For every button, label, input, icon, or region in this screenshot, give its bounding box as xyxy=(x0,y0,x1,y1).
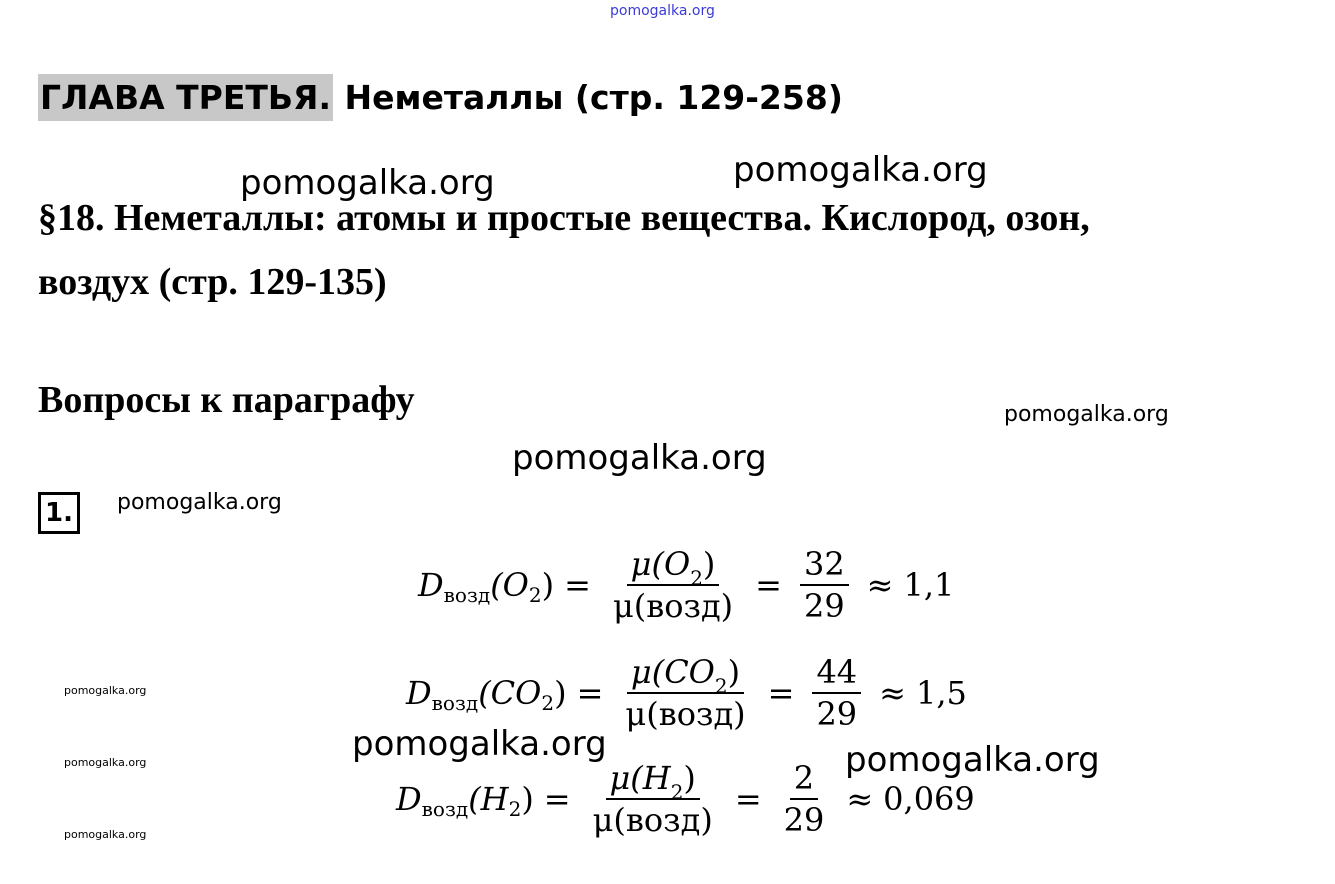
fraction-numerator: 44 xyxy=(812,656,861,694)
watermark: pomogalka.org xyxy=(845,740,1100,780)
fraction xyxy=(621,653,749,733)
eq-arg: (H xyxy=(468,780,509,818)
equation-o2 xyxy=(418,545,955,625)
eq-arg-end: ) xyxy=(554,674,567,712)
eq-arg-subscript: 2 xyxy=(541,691,555,715)
eq-arg: (CO xyxy=(478,674,542,712)
chapter-title: Неметаллы (стр. 129-258) xyxy=(344,78,843,117)
watermark: pomogalka.org xyxy=(512,438,767,478)
eq-result: 1,5 xyxy=(915,674,967,712)
eq-result: 1,1 xyxy=(903,566,955,604)
fraction-denominator: 29 xyxy=(816,695,858,733)
watermark: pomogalka.org xyxy=(117,490,282,515)
equals-sign: = xyxy=(564,566,591,604)
questions-heading: Вопросы к параграфу xyxy=(38,379,415,421)
watermark: pomogalka.org xyxy=(64,684,147,697)
approx-sign: ≈ xyxy=(846,780,874,818)
chapter-heading xyxy=(38,78,843,117)
fraction-denominator: μ(возд) xyxy=(592,801,713,839)
fraction-denominator: 29 xyxy=(803,587,845,625)
fraction-numerator: 32 xyxy=(800,548,849,586)
fraction-numeric xyxy=(800,545,849,625)
fraction-numerator: $\mu(O_2)$ xyxy=(627,548,720,586)
eq-arg-end: ) xyxy=(521,780,534,818)
eq-arg: (O xyxy=(490,566,529,604)
approx-sign: ≈ xyxy=(866,566,894,604)
eq-arg-subscript: 2 xyxy=(508,797,522,821)
eq-subscript: возд xyxy=(421,797,469,821)
approx-sign: ≈ xyxy=(879,674,906,712)
eq-subscript: возд xyxy=(431,691,479,715)
equals-sign: = xyxy=(543,780,571,818)
fraction-numerator: $\mu(H_2)$ xyxy=(606,762,700,800)
watermark: pomogalka.org xyxy=(240,163,495,203)
chapter-label: ГЛАВА ТРЕТЬЯ. xyxy=(38,74,333,121)
watermark: pomogalka.org xyxy=(64,828,147,841)
eq-subscript: возд xyxy=(443,583,491,607)
eq-arg-end: ) xyxy=(541,566,555,604)
fraction-numeric xyxy=(812,653,861,733)
question-number-box xyxy=(38,492,80,534)
eq-symbol: D xyxy=(406,674,432,712)
fraction-denominator: μ(возд) xyxy=(625,695,746,733)
fraction-denominator: μ(возд) xyxy=(612,587,734,625)
question-number: 1. xyxy=(45,498,73,528)
watermark: pomogalka.org xyxy=(1004,402,1169,427)
eq-arg-subscript: 2 xyxy=(528,583,542,607)
paragraph-title-line1: §18. Неметаллы: атомы и простые вещества. Кислород, озон, xyxy=(38,197,1090,239)
watermark-top: pomogalka.org xyxy=(610,3,715,19)
paragraph-title-line2: воздух (стр. 129-135) xyxy=(38,261,387,303)
equals-sign: = xyxy=(734,780,762,818)
equation-h2 xyxy=(396,759,975,839)
eq-symbol: D xyxy=(396,780,422,818)
fraction-denominator: 29 xyxy=(783,801,825,839)
watermark: pomogalka.org xyxy=(733,150,988,190)
equation-co2 xyxy=(406,653,967,733)
watermark: pomogalka.org xyxy=(352,724,607,764)
eq-symbol: D xyxy=(418,566,444,604)
equals-sign: = xyxy=(767,674,795,712)
watermark: pomogalka.org xyxy=(64,756,147,769)
fraction xyxy=(609,545,737,625)
paragraph-title xyxy=(38,186,1090,314)
equals-sign: = xyxy=(755,566,782,604)
fraction-numeric xyxy=(780,759,829,839)
eq-result: 0,069 xyxy=(883,780,975,818)
fraction xyxy=(589,759,717,839)
fraction-numerator: $\mu(CO_2)$ xyxy=(627,656,744,694)
equals-sign: = xyxy=(576,674,604,712)
fraction-numerator: 2 xyxy=(790,762,818,800)
